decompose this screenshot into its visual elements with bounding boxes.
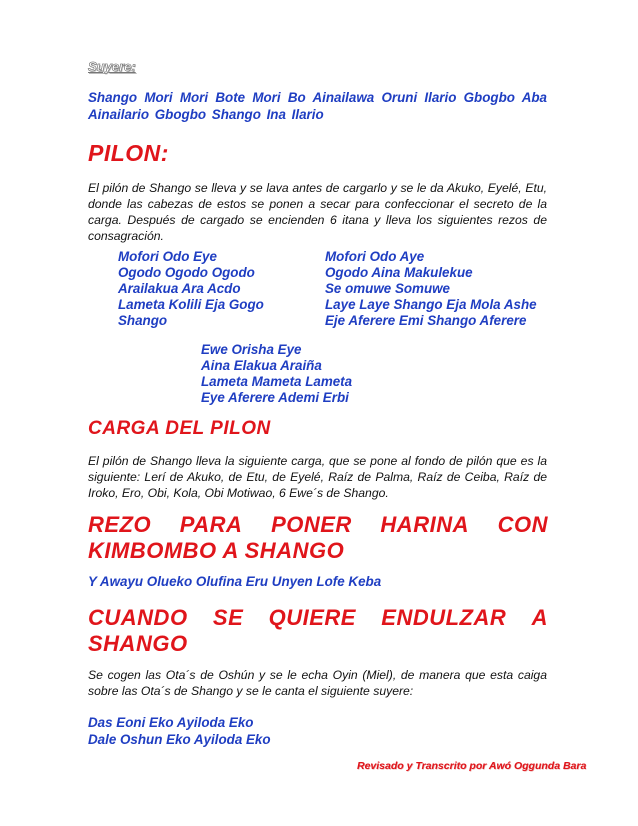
suyere-line: Das Eoni Eko Ayiloda Eko <box>88 715 254 730</box>
rezo-left-column <box>118 249 264 329</box>
rezo-right-column <box>325 249 537 329</box>
heading-word: ENDULZAR <box>381 605 507 630</box>
heading-word: CUANDO <box>88 605 188 630</box>
rezo-line: Aina Elakua Araiña <box>201 358 322 373</box>
heading-word: A <box>531 605 548 630</box>
suyere-line: Dale Oshun Eko Ayiloda Eko <box>88 732 271 747</box>
rezo-line: Ogodo Ogodo Ogodo <box>118 265 255 280</box>
suyere-text: Shango Mori Mori Bote Mori Bo Ainailawa Oruni Ilario Gbogbo Aba Ainailario Gbogbo Shango Ina Ilario <box>88 90 547 122</box>
pilon-heading: PILON: <box>88 140 169 166</box>
rezo-line: Arailakua Ara Acdo <box>118 281 241 296</box>
heading-word: SE <box>212 605 244 630</box>
heading-line-2: KIMBOMBO A SHANGO <box>88 538 345 563</box>
heading-word: CON <box>497 512 548 537</box>
rezo-harina-text: Y Awayu Olueko Olufina Eru Unyen Lofe Keba <box>88 574 382 589</box>
rezo-line: Eje Aferere Emi Shango Aferere <box>325 313 527 328</box>
rezo-line: Mofori Odo Aye <box>325 249 425 264</box>
carga-heading: CARGA DEL PILON <box>88 418 271 439</box>
rezo-line: Ewe Orisha Eye <box>201 342 302 357</box>
heading-word: REZO <box>88 512 152 537</box>
rezo-line: Shango <box>118 313 168 328</box>
rezo-line: Ogodo Aina Makulekue <box>325 265 473 280</box>
rezo-harina-heading <box>88 512 548 564</box>
endulzar-suyere <box>88 714 271 748</box>
heading-word: HARINA <box>380 512 469 537</box>
rezo-center-column <box>201 342 352 406</box>
carga-paragraph: El pilón de Shango lleva la siguiente carga, que se pone al fondo de pilón que es la siguiente: Lerí de Akuko, de Etu, de Eyelé, Raíz de Palma, Raíz de Ceiba, Raíz de Iroko, Ero, Obi, Kola, Obi Motiwao, 6 Ewe´s de Shango. <box>88 454 547 500</box>
rezo-line: Se omuwe Somuwe <box>325 281 451 296</box>
rezo-line: Mofori Odo Eye <box>118 249 217 264</box>
heading-word: QUIERE <box>268 605 356 630</box>
rezo-line: Lameta Mameta Lameta <box>201 374 353 389</box>
heading-word: PONER <box>271 512 352 537</box>
heading-word: PARA <box>179 512 243 537</box>
rezo-line: Laye Laye Shango Eja Mola Ashe <box>325 297 537 312</box>
rezo-line: Eye Aferere Ademi Erbi <box>201 390 349 405</box>
heading-line-2: SHANGO <box>88 631 188 656</box>
pilon-paragraph: El pilón de Shango se lleva y se lava antes de cargarlo y se le da Akuko, Eyelé, Etu, donde las cabezas de estos se ponen a secar para confeccionar el secreto de la carga. Después de cargado se encienden 6 itana y lleva los siguientes rezos de consagración. <box>88 181 547 243</box>
rezo-line: Lameta Kolili Eja Gogo <box>118 297 264 312</box>
footer-credit: Revisado y Transcrito por Awó Oggunda Bara <box>357 760 587 772</box>
suyere-heading: Suyere: <box>88 59 136 74</box>
endulzar-paragraph: Se cogen las Ota´s de Oshún y se le echa Oyin (Miel), de manera que esta caiga sobre las Ota´s de Shango y se le canta el siguiente suyere: <box>88 668 547 698</box>
endulzar-heading <box>88 605 548 657</box>
